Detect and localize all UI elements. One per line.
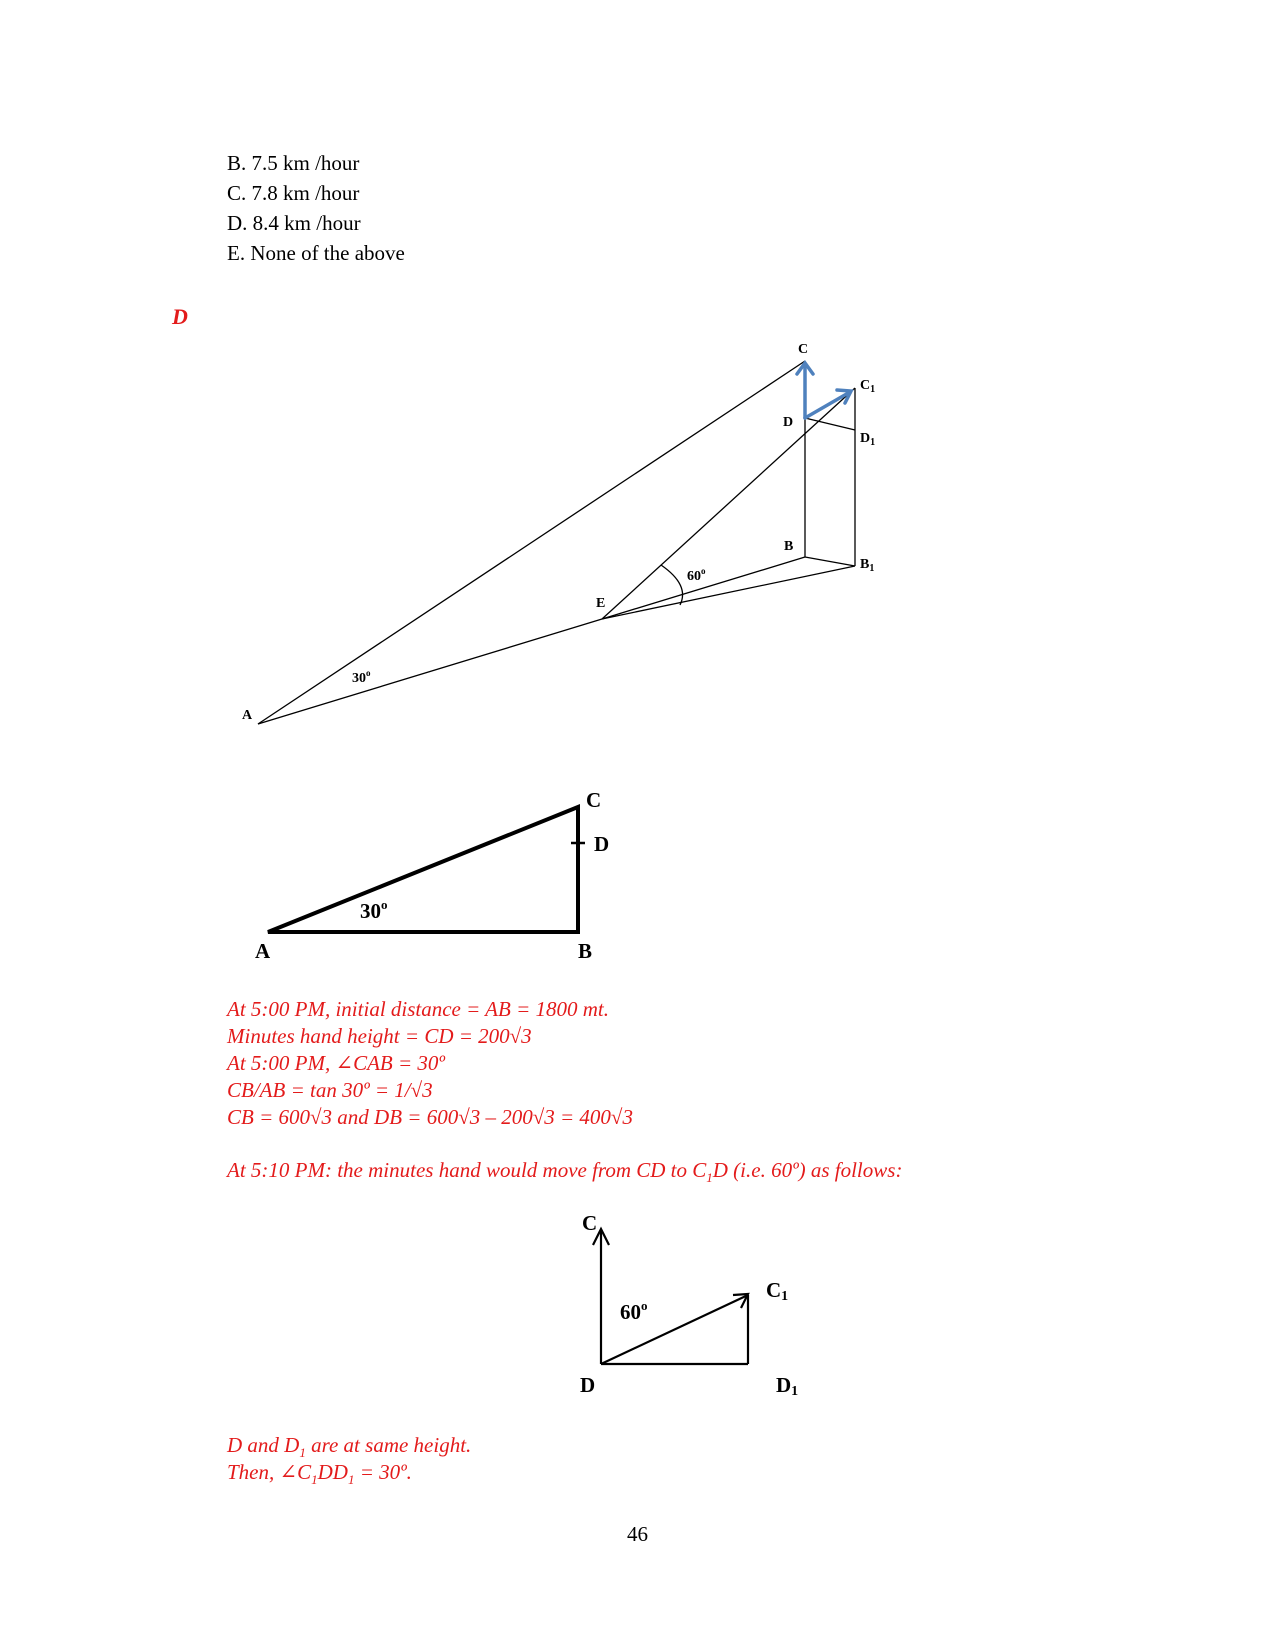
line-ec1	[602, 388, 855, 619]
conclusion-line-1: D and $D_1$ are at same height.	[227, 1433, 472, 1461]
label-d: D	[783, 415, 794, 430]
option-c: C. 7.8 km /hour	[227, 181, 360, 205]
tri-label-angle: 30$^o$	[360, 897, 388, 923]
label-b: B	[784, 539, 794, 554]
arrow-c-head	[593, 1229, 609, 1245]
rot-label-c1: C1	[766, 1278, 789, 1304]
label-c1: $C_1$	[860, 378, 876, 395]
tri-label-a: A	[255, 939, 271, 963]
label-e: E	[596, 596, 606, 611]
option-b: B. 7.5 km /hour	[227, 151, 360, 175]
tri-label-d: D	[594, 832, 610, 856]
solution-line-510pm: At 5:10 PM: the minutes hand would move from CD to $C_1D$ (i.e. 60º) as follows:	[227, 1158, 903, 1186]
solution-line-3: At 5:00 PM, ∠CAB = 30º	[227, 1051, 445, 1075]
line-dd1	[805, 418, 855, 430]
page-number: 46	[627, 1522, 648, 1546]
line-dc1	[601, 1295, 748, 1364]
tri-label-b: B	[578, 939, 593, 963]
tri-label-c: C	[586, 788, 602, 812]
line-eb1	[602, 566, 855, 619]
option-d: D. 8.4 km /hour	[227, 211, 361, 235]
answer-label: D	[172, 304, 188, 329]
solution-line-5: CB = 600√3 and DB = 600√3 – 200√3 = 400√3	[227, 1105, 633, 1129]
line-ac	[258, 361, 805, 724]
solution-line-4: CB/AB = tan 30º = 1/√3	[227, 1078, 433, 1102]
arrow-c1-head	[733, 1294, 748, 1308]
conclusion-line-2: Then, $\angle C_1DD_1$ = 30º.	[227, 1460, 412, 1488]
label-a: A	[242, 708, 253, 723]
arrow-dc1	[805, 392, 850, 418]
label-d1: $D_1$	[860, 431, 876, 448]
rot-label-d: D	[580, 1373, 596, 1397]
angle-arc-60	[661, 565, 683, 605]
line-bb1	[805, 557, 855, 566]
figure-3d-diagram	[0, 0, 1275, 760]
line-ae	[258, 619, 602, 724]
label-b1: $B_1$	[860, 557, 875, 574]
option-e: E. None of the above	[227, 241, 405, 265]
rot-label-c: C	[582, 1211, 598, 1235]
solution-line-1: At 5:00 PM, initial distance = AB = 1800 mt.	[227, 997, 609, 1021]
rot-label-angle: 60$^o$	[620, 1298, 648, 1324]
label-c: C	[798, 342, 809, 357]
triangle-abc	[268, 807, 578, 932]
solution-line-2: Minutes hand height = CD = 200√3	[227, 1024, 532, 1048]
rot-label-d1: D1	[776, 1373, 799, 1399]
label-angle-30: 30$^o$	[352, 668, 371, 686]
label-angle-60: 60$^o$	[687, 566, 706, 584]
